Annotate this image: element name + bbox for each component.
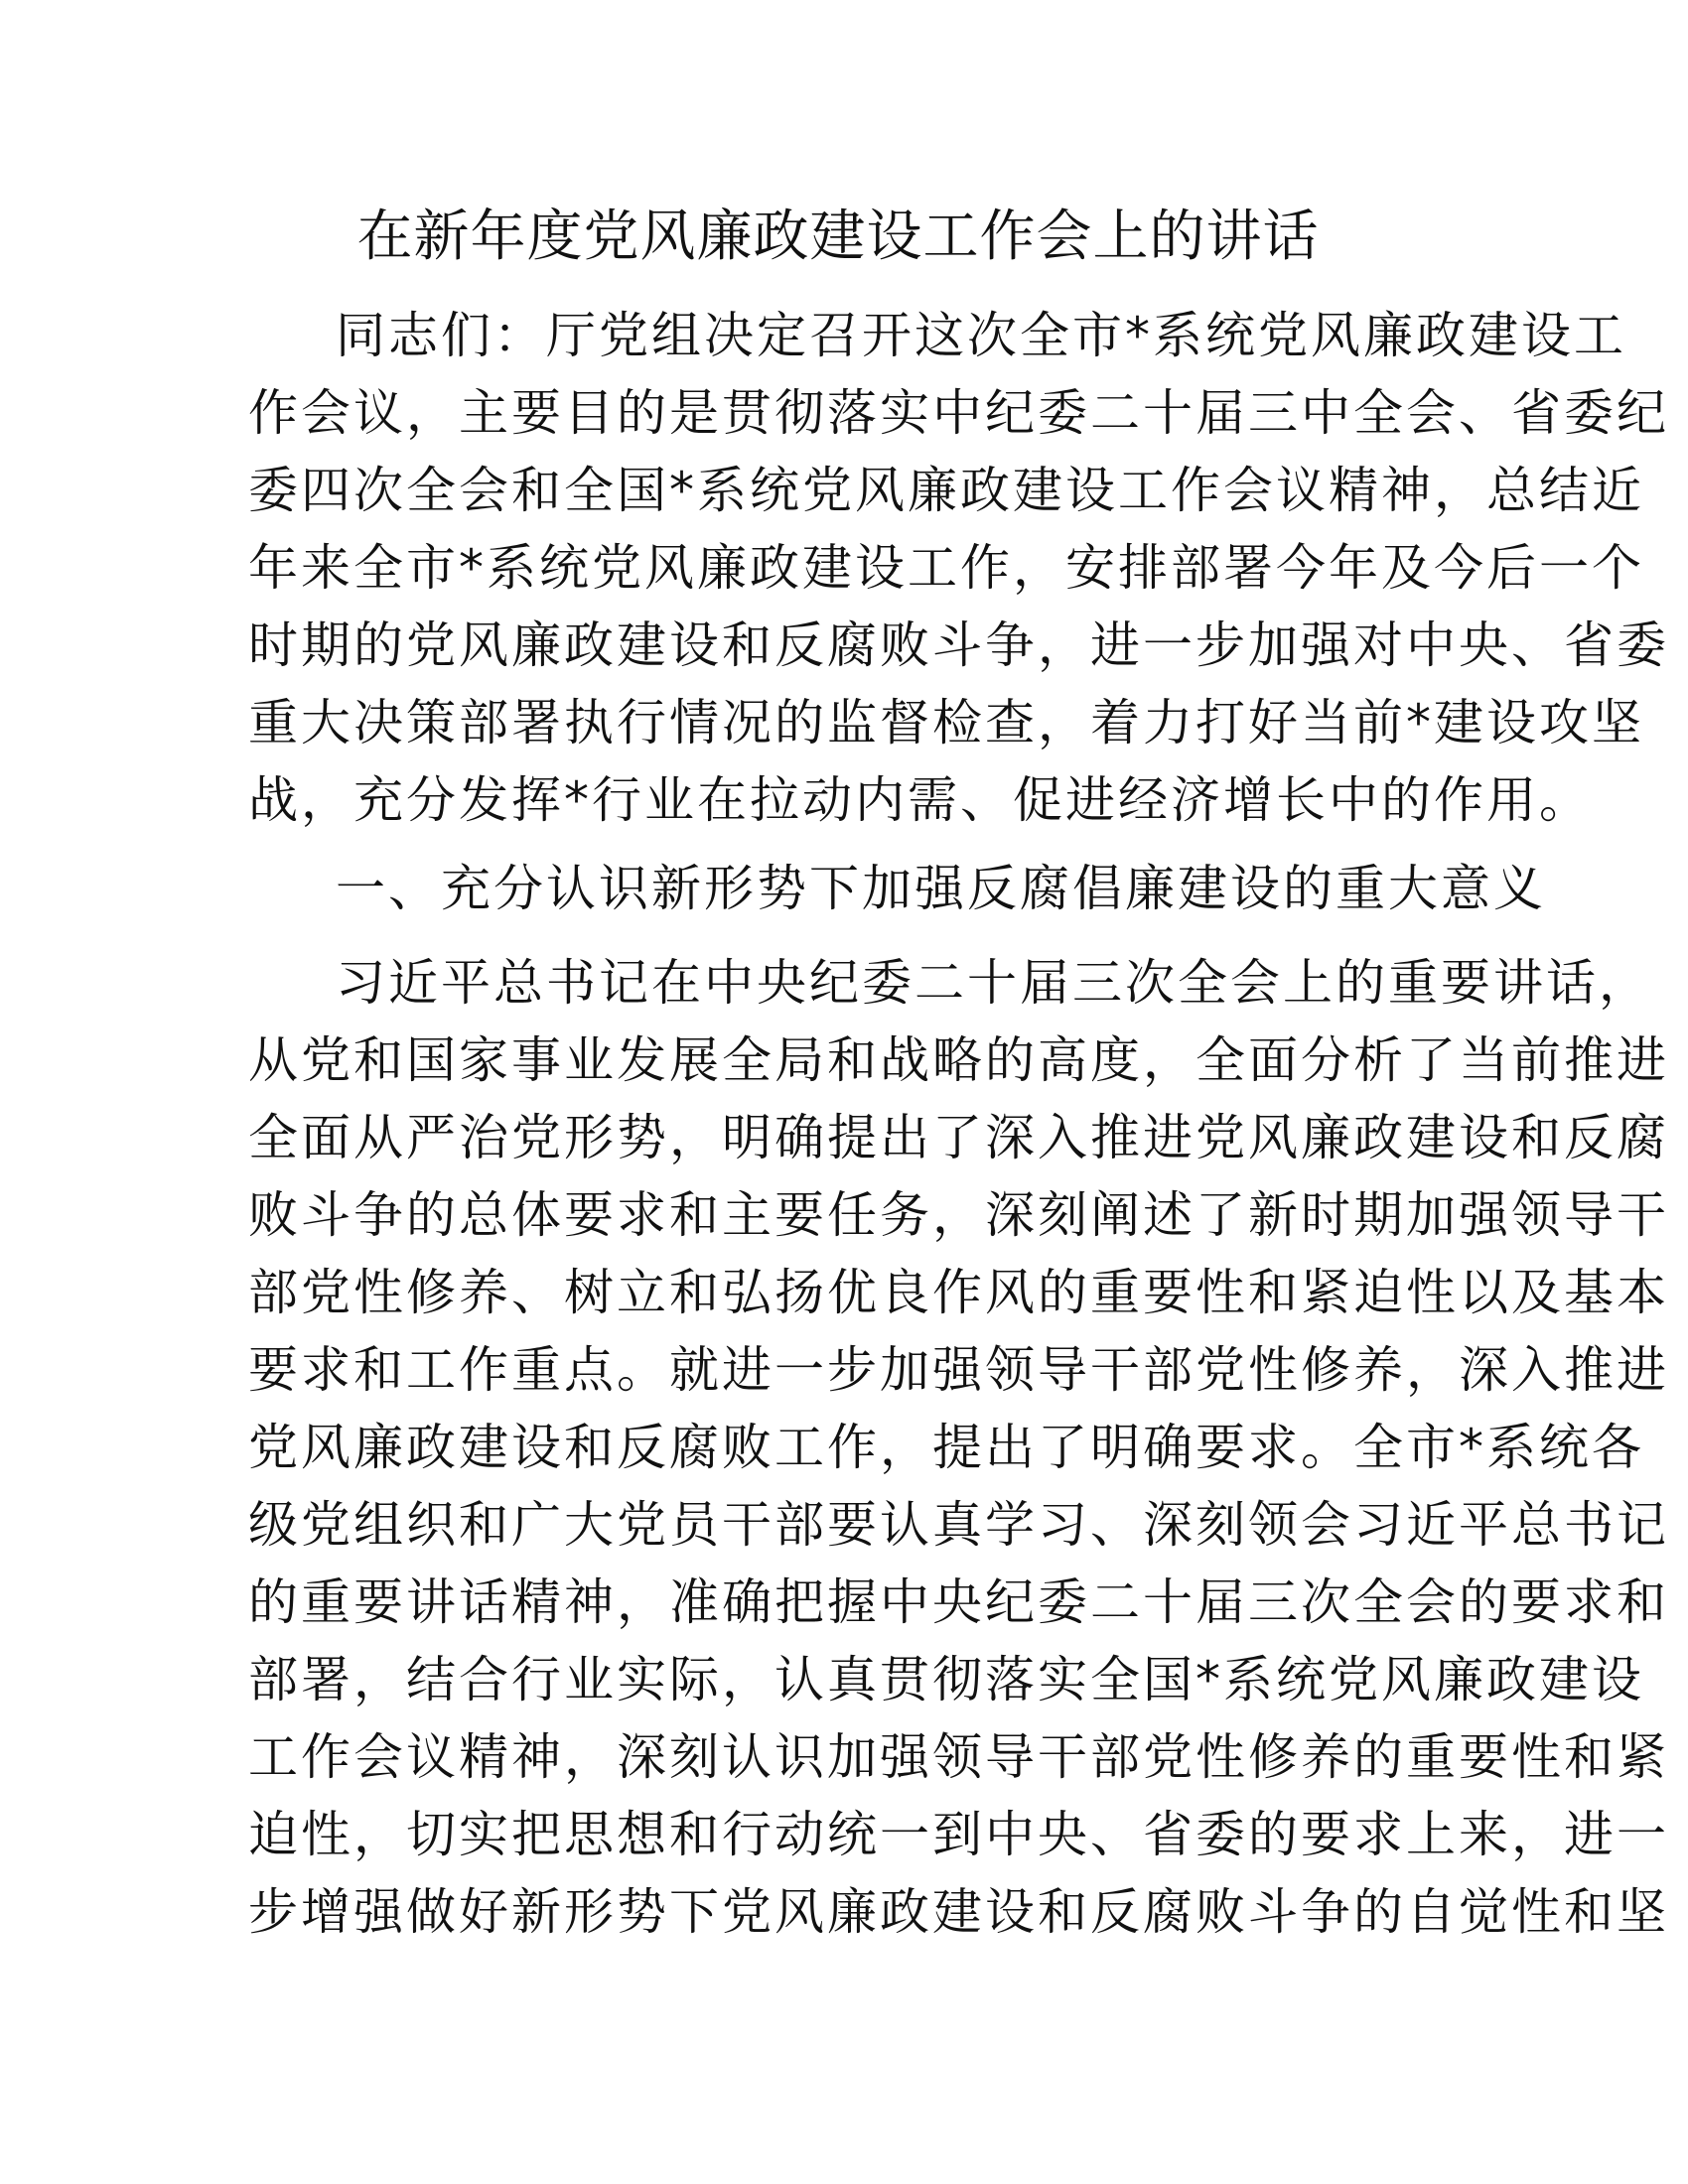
text-line: 败斗争的总体要求和主要任务，深刻阐述了新时期加强领导干 [248,1186,1669,1244]
text-line: 部党性修养、树立和弘扬优良作风的重要性和紧迫性以及基本 [248,1264,1669,1321]
text-line: 级党组织和广大党员干部要认真学习、深刻领会习近平总书记 [248,1496,1669,1554]
text-line: 作会议，主要目的是贯彻落实中纪委二十届三中全会、省委纪 [248,384,1669,442]
text-line: 同志们：厅党组决定召开这次全市*系统党风廉政建设工 [336,307,1626,364]
text-line: 党风廉政建设和反腐败工作，提出了明确要求。全市*系统各 [248,1419,1644,1476]
text-line: 一、充分认识新形势下加强反腐倡廉建设的重大意义 [336,860,1546,917]
text-line: 重大决策部署执行情况的监督检查，着力打好当前*建设攻坚 [248,694,1644,751]
text-line: 从党和国家事业发展全局和战略的高度，全面分析了当前推进 [248,1031,1669,1089]
text-line: 部署，结合行业实际，认真贯彻落实全国*系统党风廉政建设 [248,1651,1644,1708]
text-line: 迫性，切实把思想和行动统一到中央、省委的要求上来，进一 [248,1806,1669,1863]
section-heading [248,850,1546,927]
text-line: 年来全市*系统党风廉政建设工作，安排部署今年及今后一个 [248,539,1644,597]
text-line: 委四次全会和全国*系统党风廉政建设工作会议精神，总结近 [248,462,1644,519]
text-line: 战，充分发挥*行业在拉动内需、促进经济增长中的作用。 [248,771,1592,829]
text-line: 的重要讲话精神，准确把握中央纪委二十届三次全会的要求和 [248,1573,1669,1631]
text-line: 要求和工作重点。就进一步加强领导干部党性修养，深入推进 [248,1341,1669,1399]
text-line: 习近平总书记在中央纪委二十届三次全会上的重要讲话， [336,954,1651,1012]
text-line: 时期的党风廉政建设和反腐败斗争，进一步加强对中央、省委 [248,616,1669,674]
text-line: 全面从严治党形势，明确提出了深入推进党风廉政建设和反腐 [248,1109,1669,1166]
text-line: 工作会议精神，深刻认识加强领导干部党性修养的重要性和紧 [248,1728,1669,1786]
document-page [248,199,1669,1951]
document-title: 在新年度党风廉政建设工作会上的讲话 [356,205,1320,269]
intro-paragraph [248,297,1669,839]
body-paragraph [248,944,1669,1951]
text-line: 步增强做好新形势下党风廉政建设和反腐败斗争的自觉性和坚 [248,1883,1669,1941]
